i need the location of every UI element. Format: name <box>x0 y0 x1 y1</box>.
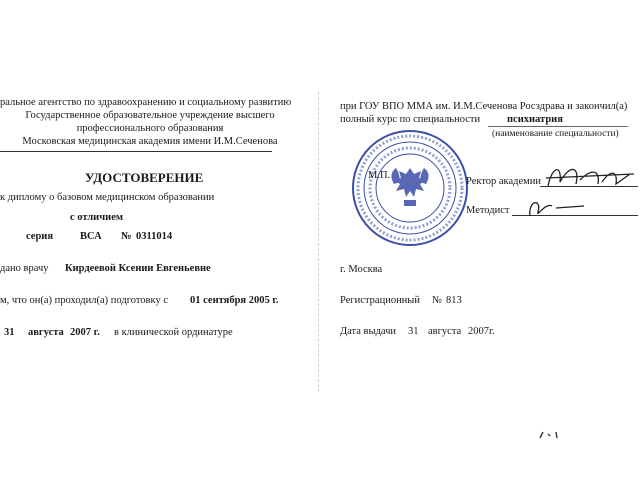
header-underline <box>0 151 272 152</box>
academy-name: Московская медицинская академия имени И.М.Сеченова <box>22 136 278 147</box>
specialty-value: психиатрия <box>507 114 563 125</box>
right-line-1: при ГОУ ВПО ММА им. И.М.Сеченова Росздрава и закончил(а) <box>340 101 628 112</box>
registration-number: 813 <box>446 295 462 306</box>
registration-label: Регистрационный <box>340 295 420 306</box>
page-divider <box>318 92 319 392</box>
number-value: 0311014 <box>136 231 173 242</box>
institution-line-1: Государственное образовательное учреждение высшего <box>25 110 275 121</box>
person-name: Кирдеевой Ксении Евгеньевне <box>65 263 211 274</box>
series-value: ВСА <box>80 231 102 242</box>
series-label: серия <box>26 231 54 242</box>
number-sign: № <box>121 231 132 242</box>
issue-day: 31 <box>408 326 419 337</box>
issued-to-label: дано врачу <box>0 263 49 274</box>
methodist-signature <box>512 192 592 220</box>
mp-label: М.П. <box>368 170 391 181</box>
specialty-underline <box>488 126 628 127</box>
official-stamp <box>350 128 470 248</box>
registration-sign: № <box>432 295 443 306</box>
start-date: 01 сентября 2005 г. <box>190 295 279 306</box>
institution-line-2: профессионального образования <box>76 123 224 134</box>
city-label: г. Москва <box>340 264 383 275</box>
issue-month: августа <box>428 326 462 337</box>
end-month: августа <box>28 327 64 338</box>
specialty-caption: (наименование специальности) <box>492 129 619 139</box>
scan-mark <box>536 428 566 442</box>
document-subtitle: к диплому о базовом медицинском образовании <box>0 192 215 203</box>
training-text: м, что он(а) проходил(а) подготовку с <box>0 295 168 306</box>
issue-date-label: Дата выдачи <box>340 326 397 337</box>
issue-year: 2007г. <box>468 326 495 337</box>
methodist-label: Методист <box>466 205 510 216</box>
course-label: полный курс по специальности <box>340 114 481 125</box>
document-title: УДОСТОВЕРЕНИЕ <box>85 170 204 185</box>
rector-label: Ректор академии <box>466 176 542 187</box>
honors-label: с отличием <box>70 212 124 223</box>
rector-signature <box>540 160 638 192</box>
agency-line: ральное агентство по здравоохранению и социальному развитию <box>0 97 292 108</box>
end-year: 2007 г. <box>70 327 100 338</box>
end-day: 31 <box>4 327 15 338</box>
residency-text: в клинической ординатуре <box>114 327 233 338</box>
